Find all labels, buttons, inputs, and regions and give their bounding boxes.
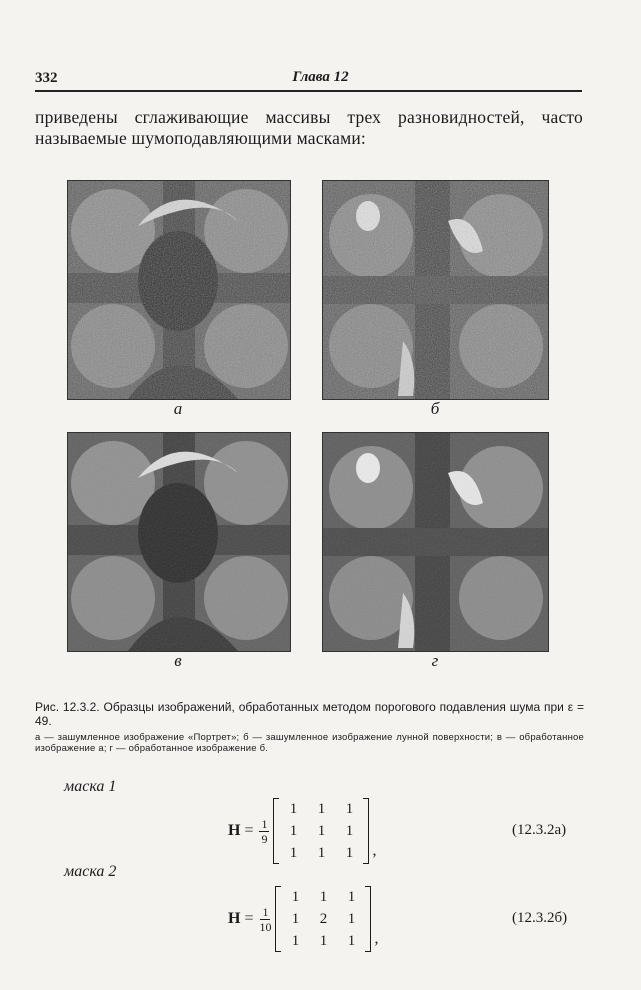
matrix-cell: 1 (317, 823, 326, 839)
formula-fraction (259, 905, 271, 934)
formula-comma: , (374, 930, 379, 947)
formula-comma: , (372, 842, 377, 859)
matrix-cell: 1 (345, 801, 354, 817)
photo-moon-processed (322, 432, 549, 652)
matrix-cell: 1 (319, 889, 328, 905)
matrix-cell: 1 (289, 845, 298, 861)
matrix-cell: 1 (291, 911, 300, 927)
fraction-numerator: 1 (261, 816, 268, 831)
matrix-cell: 1 (319, 933, 328, 949)
matrix-cell: 2 (319, 911, 328, 927)
chapter-title: Глава 12 (292, 69, 349, 85)
mask-2-label: маска 2 (64, 863, 117, 880)
matrix-cell: 1 (345, 845, 354, 861)
matrix-cell: 1 (347, 889, 356, 905)
photo-portrait-noisy (67, 180, 291, 400)
panel-label-a: а (173, 399, 183, 418)
matrix-cell: 1 (317, 801, 326, 817)
matrix-cell: 1 (345, 823, 354, 839)
figure-legend: а — зашумленное изображение «Портрет»; б — зашумленное изображение лунной поверхности; в — обработанное изображение а; г — обработанное изображение б. (35, 732, 584, 754)
formula-symbol: H (228, 822, 241, 839)
matrix-cell: 1 (347, 911, 356, 927)
fraction-numerator: 1 (262, 904, 269, 919)
formula-symbol: H (228, 910, 241, 927)
matrix-cell: 1 (347, 933, 356, 949)
panel-label-v: в (174, 651, 182, 670)
photo-moon-noisy (322, 180, 549, 400)
panel-label-g: г (431, 651, 439, 670)
mask-1-formula (228, 796, 376, 866)
matrix-cell: 1 (317, 845, 326, 861)
equation-number-1: (12.3.2а) (512, 822, 567, 838)
page-number: 332 (35, 70, 58, 86)
mask-1-label: маска 1 (64, 778, 117, 795)
matrix-cell: 1 (291, 933, 300, 949)
photo-portrait-processed (67, 432, 291, 652)
formula-equals: = (244, 910, 254, 927)
intro-paragraph: приведены сглаживающие массивы трех разновидностей, часто называемые шумоподавляющими масками: (35, 107, 583, 148)
figure-caption: Рис. 12.3.2. Образцы изображений, обработанных методом порогового подавления шума при ε = 49. (35, 700, 584, 728)
mask-1-matrix (273, 798, 369, 864)
matrix-cell: 1 (289, 801, 298, 817)
formula-fraction (259, 817, 269, 846)
panel-label-b: б (430, 399, 440, 418)
mask-2-matrix (275, 886, 371, 952)
fraction-denominator: 9 (261, 831, 268, 846)
fraction-denominator: 10 (259, 919, 272, 934)
matrix-cell: 1 (291, 889, 300, 905)
equation-number-2: (12.3.2б) (512, 910, 568, 926)
formula-equals: = (244, 822, 254, 839)
matrix-cell: 1 (289, 823, 298, 839)
mask-2-formula (228, 884, 378, 954)
header-rule (35, 90, 582, 92)
